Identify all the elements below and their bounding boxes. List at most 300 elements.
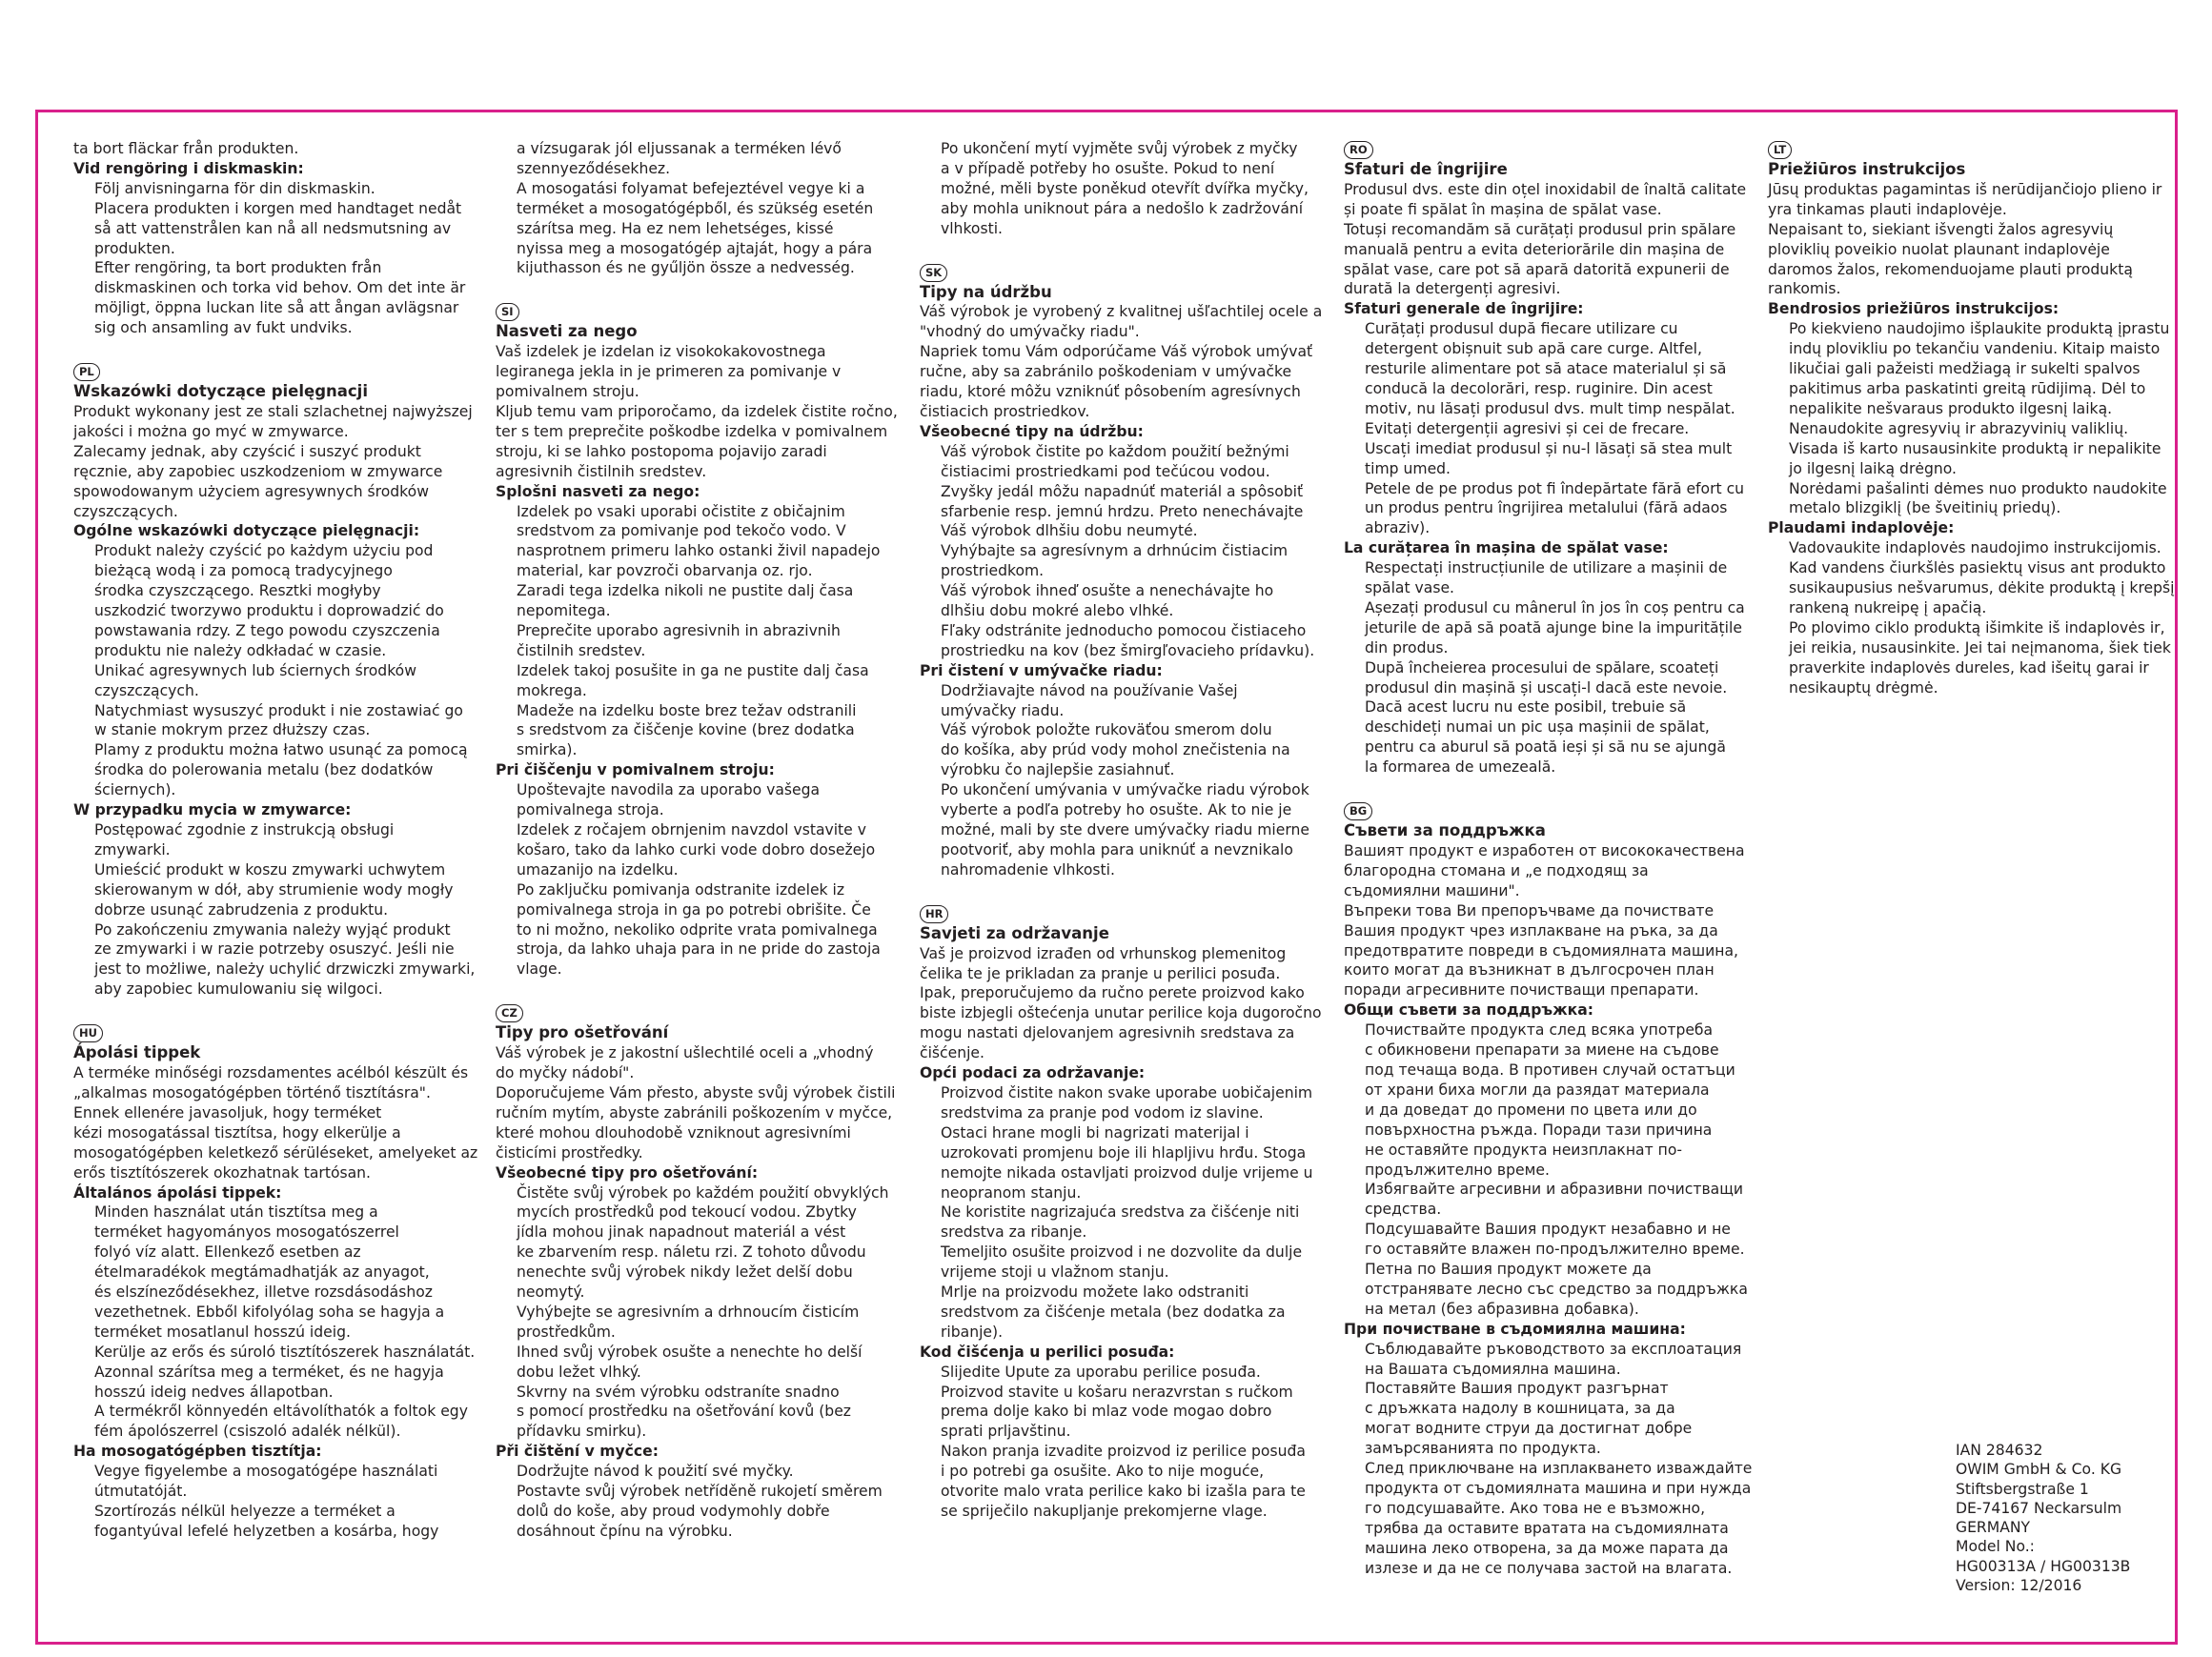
text-line: conducă la decolorări, resp. ruginire. Din acest xyxy=(1365,379,1713,397)
column-1 xyxy=(73,139,483,1542)
language-badge-cz: CZ xyxy=(496,1004,523,1022)
text-line: přídavku smirku). xyxy=(517,1423,647,1441)
text-line: bieżącą wodą i za pomocą tradycyjnego xyxy=(94,562,393,580)
text-line: a vízsugarak jól eljussanak a terméken lévő xyxy=(517,140,842,157)
text-line: aby mohla uniknout pára a nedošlo k zadržování xyxy=(941,199,1304,217)
language-badge-pl: PL xyxy=(73,363,100,381)
text-line: ręcznie, aby zapobiec uszkodzeniom w zmywarce xyxy=(73,462,443,480)
text-line: Váš výrobok ihneď osušte a nenechávajte ho xyxy=(941,582,1274,600)
text-line: din produs. xyxy=(1365,638,1449,657)
text-line: kijuthasson és ne gyűljön össze a nedvesség. xyxy=(517,259,855,277)
text-line: на Вашата съдомиялна машина. xyxy=(1365,1360,1621,1378)
text-line: sredstva za ribanje. xyxy=(941,1223,1087,1242)
text-line: abraziv). xyxy=(1365,519,1431,537)
text-line: agresivnih čistilnih sredstev. xyxy=(496,462,707,480)
text-line: ploviklių poveikio nuolat plaunant indaplovėje xyxy=(1768,240,2110,258)
hu-general-text xyxy=(73,1202,483,1442)
si-dishwasher-text xyxy=(496,780,905,980)
text-line: čelika te je prikladan za pranje u perilici posuđa. xyxy=(920,964,1281,982)
bg-section-title: Съвети за поддръжка xyxy=(1344,821,1546,840)
bg-general-heading: Общи съвети за поддръжка: xyxy=(1344,1001,1593,1020)
text-line: ściernych). xyxy=(94,781,176,799)
ro-general-heading: Sfaturi generale de îngrijire: xyxy=(1344,300,1584,318)
text-line: Upoštevajte navodila za uporabo vašega xyxy=(517,781,821,799)
text-line: yra tinkamas plauti indaplovėje. xyxy=(1768,200,2007,218)
text-line: rankomis. xyxy=(1768,280,1841,298)
hu-general-heading: Általános ápolási tippek: xyxy=(73,1183,282,1202)
text-line: A terméke minőségi rozsdamentes acélból készült és xyxy=(73,1064,469,1082)
text-line: susikaupusius nešvarumus, dėkite produktą į krepšį xyxy=(1789,579,2175,597)
text-line: Dodržiavajte návod na používanie Vašej xyxy=(941,681,1238,699)
text-line: Așezați produsul cu mânerul în jos în coș pentru ca xyxy=(1365,598,1745,616)
text-line: prostředkům. xyxy=(517,1323,616,1341)
text-line: Placera produkten i korgen med handtaget nedåt xyxy=(94,199,462,217)
language-badge-hu: HU xyxy=(73,1024,103,1042)
text-line: Izdelek po vsaki uporabi očistite z običajnim xyxy=(517,502,845,520)
sk-dishwasher-text xyxy=(920,681,1329,880)
text-line: hosszú ideig nedves állapotban. xyxy=(94,1383,334,1401)
text-line: Visada iš karto nusausinkite produktą ir nepalikite xyxy=(1789,439,2161,457)
pl-dishwasher-heading: W przypadku mycia w zmywarce: xyxy=(73,801,352,819)
text-line: Po zakończeniu zmywania należy wyjąć produkt xyxy=(94,920,451,939)
text-line: Po plovimo ciklo produktą išimkite iš indaplovės ir, xyxy=(1789,618,2165,637)
text-line: Produsul dvs. este din oțel inoxidabil de înaltă calitate xyxy=(1344,180,1747,198)
text-line: vezethetnek. Ebből kifolyólag soha se hagyja a xyxy=(94,1303,445,1321)
hr-general-heading: Opći podaci za održavanje: xyxy=(920,1064,1146,1082)
hr-section-title: Savjeti za održavanje xyxy=(920,923,1109,942)
text-line: Mrlje na proizvodu možete lako odstraniti xyxy=(941,1283,1249,1302)
text-line: detergent obișnuit sub apă care curge. Altfel, xyxy=(1365,340,1702,358)
bg-dishwasher-text xyxy=(1344,1340,1754,1579)
text-line: uszkodzić tworzywo produktu i doprowadzić do xyxy=(94,602,444,620)
text-line: prostriedku na kov (bez šmirgľovacieho prídavku). xyxy=(941,641,1315,659)
text-line: to ni možno, nekoliko odprite vrata pomivalnega xyxy=(517,920,878,939)
text-line: и да доведат до промени по цвета или до xyxy=(1365,1101,1697,1119)
text-line: dosáhnout čpínu na výrobku. xyxy=(517,1522,733,1540)
ro-intro-text xyxy=(1344,180,1754,299)
text-line: ručním mytím, abyste zabránili poškozením v myčce, xyxy=(496,1103,893,1122)
text-line: folyó víz alatt. Ellenkező esetben az xyxy=(94,1243,361,1262)
text-line: могат водните струи да достигнат добре xyxy=(1365,1420,1693,1438)
text-line: на метал (без абразивна добавка). xyxy=(1365,1300,1639,1318)
text-line: produktu nie należy odkładać w czasie. xyxy=(94,641,387,659)
hr-dishwasher-heading: Kod čišćenja u perilici posuđa: xyxy=(920,1343,1175,1361)
text-line: nepomitega. xyxy=(517,602,611,620)
text-line: Jūsų produktas pagamintas iš nerūdijančiojo plieno ir xyxy=(1768,180,2162,198)
text-line: IAN 284632 xyxy=(1956,1442,2043,1459)
text-line: Zalecamy jednak, aby czyścić i suszyć produkt xyxy=(73,442,421,460)
text-line: ribanje). xyxy=(941,1323,1004,1341)
text-line: с обикновени препарати за миене на съдове xyxy=(1365,1041,1719,1060)
text-line: mokrega. xyxy=(517,681,587,699)
text-line: излезе и да не се получава застой на влагата. xyxy=(1365,1559,1733,1577)
text-line: Vyhýbajte sa agresívnym a drhnúcim čistiacim xyxy=(941,542,1289,560)
text-line: fém ápolószerrel (csiszoló adalék nélkül). xyxy=(94,1423,401,1441)
text-line: výrobku čo najlepšie zasiahnuť. xyxy=(941,761,1175,779)
text-line: sprati prljavštinu. xyxy=(941,1423,1071,1441)
text-line: jídla mohou jinak napadnout materiál a vést xyxy=(517,1223,846,1242)
text-line: Избягвайте агресивни и абразивни почистващи xyxy=(1365,1181,1744,1199)
text-line: dobu ležet vlhký. xyxy=(517,1363,641,1381)
text-line: Szortírozás nélkül helyezze a terméket a xyxy=(94,1503,396,1520)
lt-dishwasher-heading: Plaudami indaplovėje: xyxy=(1768,519,1955,537)
text-line: czyszczących. xyxy=(94,681,199,699)
text-line: Fľaky odstránite jednoducho pomocou čistiaceho xyxy=(941,621,1307,639)
text-line: Uscați imediat produsul și nu-l lăsați să stea mult xyxy=(1365,439,1733,457)
text-line: zmywarki. xyxy=(94,840,171,859)
manufacturer-imprint xyxy=(1956,1441,2130,1595)
text-line: i po potrebi ga osušite. Ako to nije moguće, xyxy=(941,1463,1265,1481)
text-line: stroja, da lahko uhaja para in ne pride do zastoja xyxy=(517,940,881,959)
text-line: sredstvom za pomivanje pod tekočo vodo. V xyxy=(517,522,846,540)
text-line: GERMANY xyxy=(1956,1519,2031,1537)
text-line: Kad vandens čiurkšlės pasiektų visus ant produkto xyxy=(1789,559,2166,577)
text-line: които могат да възникнат в дългосрочен план xyxy=(1344,961,1715,980)
text-line: HG00313A / HG00313B xyxy=(1956,1557,2131,1575)
text-line: OWIM GmbH & Co. KG xyxy=(1956,1461,2122,1479)
ro-section-title: Sfaturi de îngrijire xyxy=(1344,160,1508,178)
text-line: și poate fi spălat în mașina de spălat vase. xyxy=(1344,200,1662,218)
language-badge-sk: SK xyxy=(920,264,947,282)
text-line: se spriječilo nakupljanje prekomjerne vlage. xyxy=(941,1503,1268,1520)
ro-general-text xyxy=(1344,319,1754,538)
text-line: diskmaskinen och torka vid behov. Om det inte är xyxy=(94,279,466,297)
text-line: čišćenje. xyxy=(920,1044,984,1062)
hu-section-title: Ápolási tippek xyxy=(73,1043,201,1062)
text-line: pakitimus arba paskatinti greitą rūdijimą. Dėl to xyxy=(1789,379,2146,397)
text-line: Napriek tomu Vám odporúčame Váš výrobok umývať xyxy=(920,343,1313,361)
pl-section-title: Wskazówki dotyczące pielęgnacji xyxy=(73,382,368,401)
text-line: Stiftsbergstraße 1 xyxy=(1956,1480,2089,1498)
sk-general-text xyxy=(920,442,1329,661)
text-line: Umieścić produkt w koszu zmywarki uchwytem xyxy=(94,860,446,879)
text-line: Ipak, preporučujemo da ručno perete proizvod kako xyxy=(920,984,1305,1002)
text-line: Plamy z produktu można łatwo usunąć za pomocą xyxy=(94,741,468,759)
text-line: Po zaključku pomivanja odstranite izdelek iz xyxy=(517,880,845,899)
text-line: možné, mali by ste dvere umývačky riadu mierne xyxy=(941,821,1309,839)
text-line: biste izbjegli oštećenja unutar perilice koja dugoročno xyxy=(920,1004,1322,1022)
text-line: vlhkosti. xyxy=(941,219,1003,237)
text-line: spowodowanym użyciem agresywnych środków xyxy=(73,482,429,500)
text-line: rankeną nukreipę į apačią. xyxy=(1789,598,1987,616)
text-line: indų plovikliu po tekančiu vandeniu. Kitaip maisto xyxy=(1789,340,2161,358)
pl-general-text xyxy=(73,541,483,800)
text-line: la formarea de umezeală. xyxy=(1365,758,1556,777)
text-line: jei reikia, nusausinkite. Jei tai neįmanoma, šiek tiek xyxy=(1789,638,2171,657)
text-line: pomivalnem stroju. xyxy=(496,383,639,401)
text-line: uzrokovati promjenu boje ili hlapljivu hrđu. Stoga xyxy=(941,1143,1307,1162)
ro-dishwasher-text xyxy=(1344,558,1754,778)
text-line: Ostaci hrane mogli bi nagrizati materijal i xyxy=(941,1123,1249,1142)
lt-dishwasher-text xyxy=(1768,538,2178,697)
text-line: motiv, nu lăsați produsul dvs. mult timp nespălat. xyxy=(1365,399,1735,417)
text-line: stroju, ki se lahko postopoma pojavijo zaradi xyxy=(496,442,827,460)
text-line: „alkalmas mosogatógépben történő tisztításra". xyxy=(73,1083,431,1101)
text-line: Vyhýbejte se agresivním a drhnoucím čisticím xyxy=(517,1303,860,1321)
text-line: повърхностна ръжда. Поради тази причина xyxy=(1365,1121,1713,1139)
text-line: съдомиялни машини". xyxy=(1344,881,1520,899)
text-line: pomivalnega stroja in ga po potrebi obrišite. Če xyxy=(517,900,871,919)
text-line: riadu, ktoré môžu vzniknúť pôsobením agresívnych xyxy=(920,383,1301,401)
text-line: Nepaisant to, siekiant išvengti žalos agresyvių xyxy=(1768,220,2114,238)
text-line: środka do polerowania metalu (bez dodatków xyxy=(94,761,434,779)
text-line: Doporučujeme Vám přesto, abyste svůj výrobek čistili xyxy=(496,1083,896,1101)
text-line: pentru ca aburul să poată ieși și să nu se ajungă xyxy=(1365,738,1726,757)
text-line: dobrze usunąć zabrudzenia z produktu. xyxy=(94,900,389,919)
text-line: ze zmywarki i w razie potrzeby osuszyć. Jeśli nie xyxy=(94,940,455,959)
text-line: timp umed. xyxy=(1365,459,1451,477)
text-line: Izdelek z ročajem obrnjenim navzdol vstavite v xyxy=(517,821,866,839)
text-line: resturile alimentare pot să atace materialul și să xyxy=(1365,360,1727,378)
cz-intro-text xyxy=(496,1043,905,1162)
text-line: legiranega jekla in je primeren za pomivanje v xyxy=(496,363,842,381)
text-line: daromos žalos, rekomenduojame plauti produktą xyxy=(1768,260,2133,278)
text-line: skierowanym w dół, aby strumienie wody mogły xyxy=(94,880,454,899)
text-line: powstawania rdzy. Z tego powodu czyszczenia xyxy=(94,621,440,639)
text-line: поради агресивните почистващи препарати. xyxy=(1344,981,1699,1000)
cz-general-text xyxy=(496,1183,905,1443)
text-line: erős tisztítószerek okozhatnak tartósan. xyxy=(73,1163,372,1182)
text-line: Ihned svůj výrobek osušte a nenechte ho delší xyxy=(517,1343,862,1361)
text-line: košaro, tako da lahko curki vode dobro dosežejo xyxy=(517,840,876,859)
text-line: s pomocí prostředku na ošetřování kovů (bez xyxy=(517,1403,851,1421)
text-line: Váš výrobok čistite po každom použití bežnými xyxy=(941,442,1289,460)
text-line: otvorite malo vrata perilice kako bi izašla para te xyxy=(941,1483,1306,1501)
lt-intro-text xyxy=(1768,180,2178,299)
text-line: предотвратите повреди в съдомиялната машина, xyxy=(1344,941,1738,960)
text-line: замърсяванията по продукта. xyxy=(1365,1440,1601,1458)
text-line: Slijedite Upute za uporabu perilice posuđa. xyxy=(941,1363,1261,1381)
text-line: ta bort fläckar från produkten. xyxy=(73,140,299,157)
text-line: szennyeződésekhez. xyxy=(517,159,671,177)
text-line: Petele de pe produs pot fi îndepărtate fără efort cu xyxy=(1365,479,1745,497)
text-line: nasprotnem primeru lahko ostanki živil napadejo xyxy=(517,542,881,560)
text-line: A mosogatási folyamat befejeztével vegye ki a xyxy=(517,179,865,197)
column-2 xyxy=(496,139,905,1542)
text-line: Съблюдавайте ръководството за експлоатация xyxy=(1365,1340,1742,1358)
text-line: Почиствайте продукта след всяка употреба xyxy=(1365,1021,1714,1040)
text-line: čisticími prostředky. xyxy=(496,1143,643,1162)
text-line: sig och ansamling av fukt undviks. xyxy=(94,319,353,337)
text-line: deschideți numai un pic ușa mașinii de spălat, xyxy=(1365,718,1710,737)
text-line: "vhodný do umývačky riadu". xyxy=(920,323,1140,341)
bg-general-text xyxy=(1344,1020,1754,1320)
text-line: nepalikite nešvaraus produkto ilgesnį laiką. xyxy=(1789,399,2113,417)
text-line: Dodržujte návod k použití své myčky. xyxy=(517,1463,794,1481)
text-line: sfarbenie resp. jemnú hrdzu. Preto nenechávajte xyxy=(941,502,1304,520)
text-line: neopranom stanju. xyxy=(941,1183,1082,1202)
text-line: spălat vase. xyxy=(1365,579,1454,597)
text-line: pomivalnega stroja. xyxy=(517,801,664,819)
text-line: čistilnih sredstev. xyxy=(517,641,646,659)
text-line: dlhšiu dobu mokré alebo vlhké. xyxy=(941,602,1174,620)
text-line: Nakon pranja izvadite proizvod iz perilice posuđa xyxy=(941,1443,1306,1461)
text-line: Ne koristite nagrizajuća sredstva za čišćenje niti xyxy=(941,1203,1300,1222)
text-line: Vadovaukite indaplovės naudojimo instrukcijomis. xyxy=(1789,539,2161,557)
text-line: Minden használat után tisztítsa meg a xyxy=(94,1203,378,1222)
lt-general-heading: Bendrosios priežiūros instrukcijos: xyxy=(1768,300,2060,318)
text-line: Postępować zgodnie z instrukcją obsługi xyxy=(94,821,395,839)
sv-dishwasher-heading: Vid rengöring i diskmaskin: xyxy=(73,159,304,177)
sk-intro-text xyxy=(920,302,1329,421)
text-line: které mohou dlouhodobě vzniknout agresivními xyxy=(496,1123,851,1142)
pl-dishwasher-text xyxy=(73,820,483,1000)
text-line: praverkite indaplovės dureles, kad išeitų garai ir xyxy=(1789,658,2149,677)
lt-section-title: Priežiūros instrukcijos xyxy=(1768,160,1966,178)
text-line: Вашия продукт чрез изплакване на ръка, за да xyxy=(1344,921,1718,940)
hu-intro-text xyxy=(73,1063,483,1182)
column-5 xyxy=(1768,139,2178,697)
text-line: Подсушавайте Вашия продукт незабавно и не xyxy=(1365,1221,1731,1239)
text-line: След приключване на изплакването изваждайте xyxy=(1365,1460,1753,1478)
text-line: nesikauptų drėgmė. xyxy=(1789,678,1938,697)
text-line: Kljub temu vam priporočamo, da izdelek čistite ročno, xyxy=(496,402,898,420)
language-badge-ro: RO xyxy=(1344,141,1373,159)
text-line: Izdelek takoj posušite in ga ne pustite dalj časa xyxy=(517,661,869,679)
ro-dishwasher-heading: La curățarea în mașina de spălat vase: xyxy=(1344,539,1669,557)
text-line: от храни биха могли да разядат материала xyxy=(1365,1081,1710,1099)
text-line: Produkt należy czyścić po każdym użyciu pod xyxy=(94,542,434,560)
text-line: jo ilgesnį laiką drėgno. xyxy=(1789,459,1957,477)
text-line: durată la detergenți agresivi. xyxy=(1344,280,1561,298)
pl-general-heading: Ogólne wskazówki dotyczące pielęgnacji: xyxy=(73,522,420,540)
text-line: Vaš je proizvod izrađen od vrhunskog plemenitog xyxy=(920,944,1287,962)
text-line: Efter rengöring, ta bort produkten från xyxy=(94,259,382,277)
text-line: благородна стомана и „е подходящ за xyxy=(1344,861,1649,879)
lt-general-text xyxy=(1768,319,2178,518)
language-badge-lt: LT xyxy=(1768,141,1792,159)
text-line: продукта от съдомиялната машина и при нужда xyxy=(1365,1480,1752,1497)
language-badge-bg: BG xyxy=(1344,802,1372,820)
text-line: Vaš izdelek je izdelan iz visokokakovostnega xyxy=(496,343,826,361)
text-line: Curățați produsul după fiecare utilizare cu xyxy=(1365,320,1678,338)
si-general-heading: Splošni nasveti za nego: xyxy=(496,482,700,500)
text-line: do myčky nádobí". xyxy=(496,1064,635,1082)
text-line: Po ukončení umývania v umývačke riadu výrobok xyxy=(941,781,1309,799)
text-line: sredstvima za pranje pod vodom iz slavine. xyxy=(941,1103,1264,1122)
text-line: Temeljito osušite proizvod i ne dozvolite da dulje xyxy=(941,1243,1303,1262)
text-line: Unikać agresywnych lub ściernych środków xyxy=(94,661,416,679)
text-line: jakości i można go myć w zmywarce. xyxy=(73,422,349,440)
text-line: vrijeme stoji u vlažnom stanju. xyxy=(941,1263,1169,1282)
text-line: ke zbarvením resp. náletu rzi. Z tohoto důvodu xyxy=(517,1243,866,1262)
text-line: Följ anvisningarna för din diskmaskin. xyxy=(94,179,375,197)
text-line: material, kar povzroči obarvanja oz. rjo. xyxy=(517,562,813,580)
sv-intro-text xyxy=(73,139,483,159)
text-line: szárítsa meg. Ha ez nem lehetséges, kissé xyxy=(517,219,834,237)
text-line: Váš výrobok položte rukoväťou smerom dolu xyxy=(941,721,1272,739)
si-section-title: Nasveti za nego xyxy=(496,322,638,341)
text-line: czyszczących. xyxy=(73,502,178,520)
text-line: prema dolje kako bi mlaz vode mogao dobro xyxy=(941,1403,1272,1421)
text-line: jest to możliwe, należy uchylić drzwiczki zmywarki, xyxy=(94,960,476,979)
text-line: un produs pentru îngrijirea metalului (fără adaos xyxy=(1365,499,1728,517)
text-line: likučiai gali pažeisti medžiagą ir sukelti spalvos xyxy=(1789,360,2141,378)
text-line: ter s tem preprečite poškodbe izdelka v pomivalnem xyxy=(496,422,888,440)
text-line: A termékről könnyedén eltávolíthatók a foltok egy xyxy=(94,1403,468,1421)
text-line: vyberte a podľa potreby ho osušte. Ak to nie je xyxy=(941,801,1292,819)
text-line: Čistěte svůj výrobek po každém použití obvyklých xyxy=(517,1183,889,1202)
text-line: Nenaudokite agresyvių ir abrazyvinių valiklių. xyxy=(1789,419,2129,437)
text-line: aby zapobiec kumulowaniu się wilgoci. xyxy=(94,980,383,999)
text-line: dolů do koše, aby proud vodymohly dobře xyxy=(517,1503,830,1520)
text-line: manuală pentru a evita deteriorările din mașina de xyxy=(1344,240,1725,258)
text-line: spălat vase, care pot să apară datorită expunerii de xyxy=(1344,260,1730,278)
text-line: środka czyszczącego. Resztki mogłyby xyxy=(94,582,381,600)
text-line: с дръжката надолу в кошницата, за да xyxy=(1365,1400,1675,1418)
pl-intro-text xyxy=(73,402,483,521)
text-line: sredstvom za čišćenje metala (bez dodatka za xyxy=(941,1303,1286,1321)
text-line: Ennek ellenére javasoljuk, hogy terméket xyxy=(73,1103,382,1122)
text-line: средства. xyxy=(1365,1201,1442,1219)
text-line: Madeže na izdelku boste brez težav odstranili xyxy=(517,701,857,719)
text-line: útmutatóját. xyxy=(94,1483,188,1501)
text-line: Totuși recomandăm să curățați produsul prin spălare xyxy=(1344,220,1736,238)
bg-intro-text xyxy=(1344,841,1754,1000)
text-line: vlage. xyxy=(517,960,562,979)
cz-section-title: Tipy pro ošetřování xyxy=(496,1023,669,1042)
text-line: Produkt wykonany jest ze stali szlachetnej najwyższej xyxy=(73,402,473,420)
text-line: nahromadenie vlhkosti. xyxy=(941,860,1115,879)
text-line: Zvyšky jedál môžu napadnúť materiál a spôsobiť xyxy=(941,482,1304,500)
si-dishwasher-heading: Pri čiščenju v pomivalnem stroju: xyxy=(496,761,775,779)
hr-dishwasher-text xyxy=(920,1363,1329,1522)
text-line: Въпреки това Ви препоръчваме да почиствате xyxy=(1344,901,1715,919)
text-line: трябва да оставите вратата на съдомиялната xyxy=(1365,1519,1729,1537)
text-line: го подсушавайте. Ако това не е възможно, xyxy=(1365,1499,1706,1517)
text-line: terméket mosatlanul hosszú ideig. xyxy=(94,1323,351,1341)
sk-dishwasher-heading: Pri čistení v umývačke riadu: xyxy=(920,661,1163,679)
text-line: Proizvod stavite u košaru nerazvrstan s ručkom xyxy=(941,1383,1293,1401)
text-line: Vegye figyelembe a mosogatógépe használati xyxy=(94,1463,438,1481)
column-3 xyxy=(920,139,1329,1522)
text-line: ételmaradékok megtámadhatják az anyagot, xyxy=(94,1263,430,1282)
text-line: jeturile de apă să poată ajunge bine la impuritățile xyxy=(1365,618,1742,637)
text-line: Postavte svůj výrobek netříděně rukojetí směrem xyxy=(517,1483,883,1501)
si-general-text xyxy=(496,502,905,761)
sv-dishwasher-text xyxy=(73,179,483,338)
text-line: Петна по Вашия продукт можете да xyxy=(1365,1261,1652,1279)
text-line: smirka). xyxy=(517,741,578,759)
text-line: Natychmiast wysuszyć produkt i nie zostawiać go xyxy=(94,701,463,719)
text-line: Version: 12/2016 xyxy=(1956,1577,2082,1595)
text-line: kézi mosogatással tisztítsa, hogy elkerülje a xyxy=(73,1123,401,1142)
text-line: mogu nastati djelovanjem agresivnih sredstava za xyxy=(920,1024,1295,1042)
text-line: Váš výrobek je z jakostní ušlechtilé oceli a „vhodný xyxy=(496,1044,874,1062)
text-line: Norėdami pašalinti dėmes nuo produkto naudokite xyxy=(1789,479,2167,497)
hr-intro-text xyxy=(920,944,1329,1063)
text-line: Po ukončení mytí vyjměte svůj výrobek z myčky xyxy=(941,140,1298,157)
text-line: Azonnal szárítsa meg a terméket, és ne hagyja xyxy=(94,1363,444,1381)
text-line: машина леко отворена, за да може парата да xyxy=(1365,1539,1729,1557)
text-line: možné, měli byste poněkud otevřít dvířka myčky, xyxy=(941,179,1309,197)
text-line: Proizvod čistite nakon svake uporabe uobičajenim xyxy=(941,1083,1313,1101)
text-line: umazanijo na izdelku. xyxy=(517,860,679,879)
text-line: umývačky riadu. xyxy=(941,701,1065,719)
text-line: Dacă acest lucru nu este posibil, trebuie să xyxy=(1365,698,1687,717)
text-line: Respectați instrucțiunile de utilizare a mașinii de xyxy=(1365,559,1728,577)
text-line: Поставяйте Вашия продукт разгърнат xyxy=(1365,1380,1669,1398)
text-line: nemojte nikada ostavljati proizvod dulje vrijeme u xyxy=(941,1163,1313,1182)
text-line: ručne, aby sa zabránilo poškodeniam v umývačke xyxy=(920,363,1292,381)
cz-dishwasher-text xyxy=(496,1462,905,1542)
text-line: Model No.: xyxy=(1956,1538,2035,1556)
text-line: După încheierea procesului de spălare, scoateți xyxy=(1365,658,1719,677)
text-line: отстранявате лесно със средство за поддръжка xyxy=(1365,1280,1748,1298)
text-line: s sredstvom za čiščenje kovine (brez dodatka xyxy=(517,721,855,739)
language-badge-hr: HR xyxy=(920,905,948,923)
text-line: Zaradi tega izdelka nikoli ne pustite dalj časa xyxy=(517,582,854,600)
